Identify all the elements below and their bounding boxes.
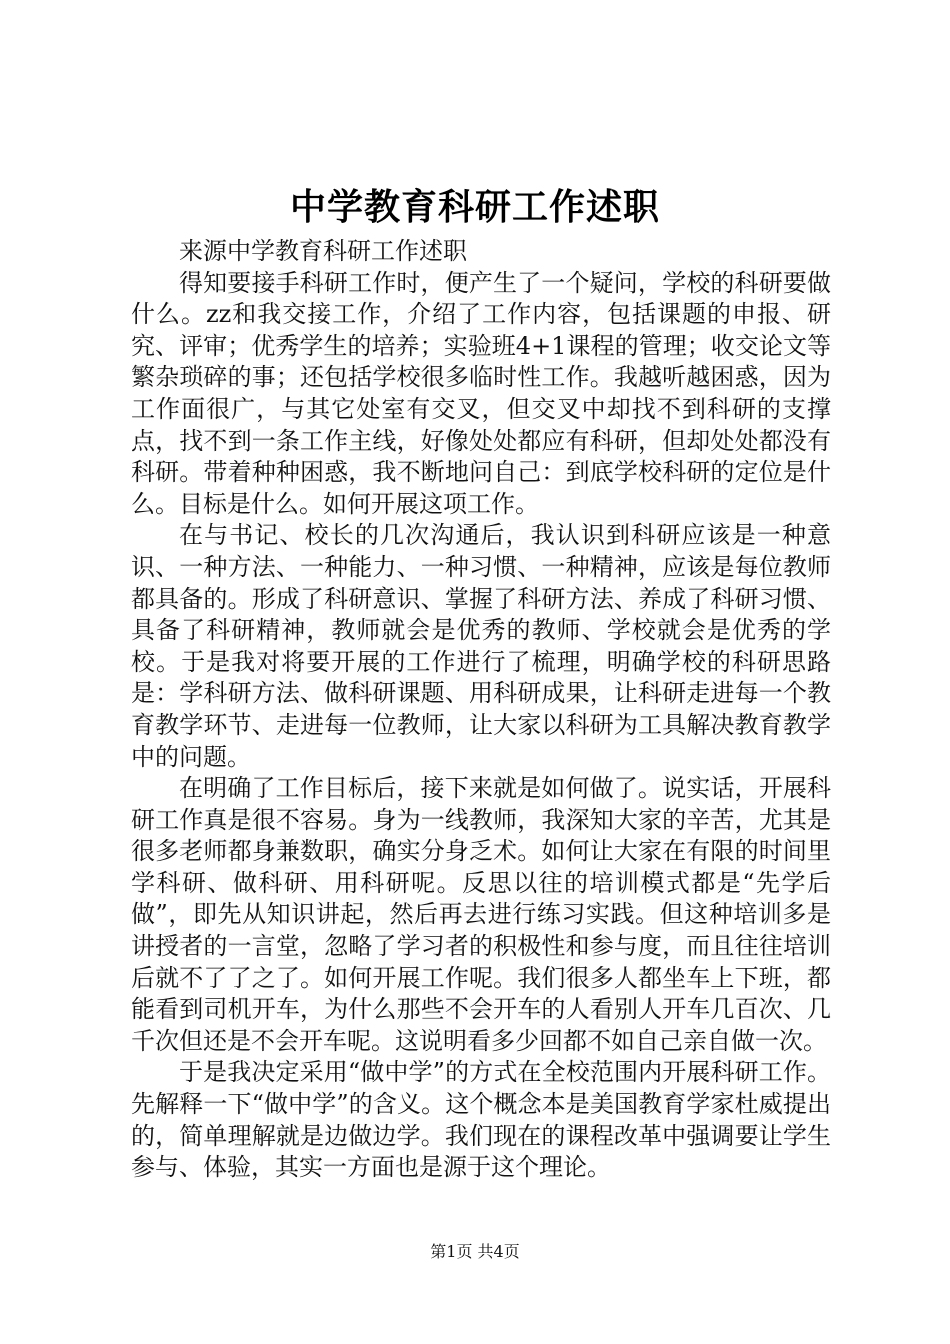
paragraph-2: 在与书记、校长的几次沟通后，我认识到科研应该是一种意识、一种方法、一种能力、一种习惯、一种精神，应该是每位教师都具备的。形成了科研意识、掌握了科研方法、养成了科研习惯、具备了科研精神，教师就会是优秀的教师、学校就会是优秀的学校。于是我对将要开展的工作进行了梳理，明确学校的科研思路是：学科研方法、做科研课题、用科研成果，让科研走进每一个教育教学环节、走进每一位教师，让大家以科研为工具解决教育教学中的问题。 [131,521,831,771]
paragraph-4: 于是我决定采用“做中学”的方式在全校范围内开展科研工作。先解释一下“做中学”的含义。这个概念本是美国教育学家杜威提出的，简单理解就是边做边学。我们现在的课程改革中强调要让学生参与、体验，其实一方面也是源于这个理论。 [131,1058,831,1182]
paragraph-1: 得知要接手科研工作时，便产生了一个疑问，学校的科研要做什么。zz和我交接工作，介绍了工作内容，包括课题的申报、研究、评审；优秀学生的培养；实验班4+1课程的管理；收交论文等繁杂琐碎的事；还包括学校很多临时性工作。我越听越困惑，因为工作面很广，与其它处室有交叉，但交叉中却找不到科研的支撑点，找不到一条工作主线，好像处处都应有科研，但却处处都没有科研。带着种种困惑，我不断地问自己：到底学校科研的定位是什么。目标是什么。如何开展这项工作。 [131,268,831,518]
paragraph-source: 来源中学教育科研工作述职 [179,237,467,265]
document-title: 中学教育科研工作述职 [289,187,660,228]
page-number-footer: 第1页 共4页 [430,1242,520,1261]
paragraph-3: 在明确了工作目标后，接下来就是如何做了。说实话，开展科研工作真是很不容易。身为一线教师，我深知大家的辛苦，尤其是很多老师都身兼数职，确实分身乏术。如何让大家在有限的时间里学科研、做科研、用科研呢。反思以往的培训模式都是“先学后做”，即先从知识讲起，然后再去进行练习实践。但这种培训多是讲授者的一言堂，忽略了学习者的积极性和参与度，而且往往培训后就不了了之了。如何开展工作呢。我们很多人都坐车上下班，都能看到司机开车，为什么那些不会开车的人看别人开车几百次、几千次但还是不会开车呢。这说明看多少回都不如自己亲自做一次。 [131,774,831,1055]
document-body [131,236,831,1184]
